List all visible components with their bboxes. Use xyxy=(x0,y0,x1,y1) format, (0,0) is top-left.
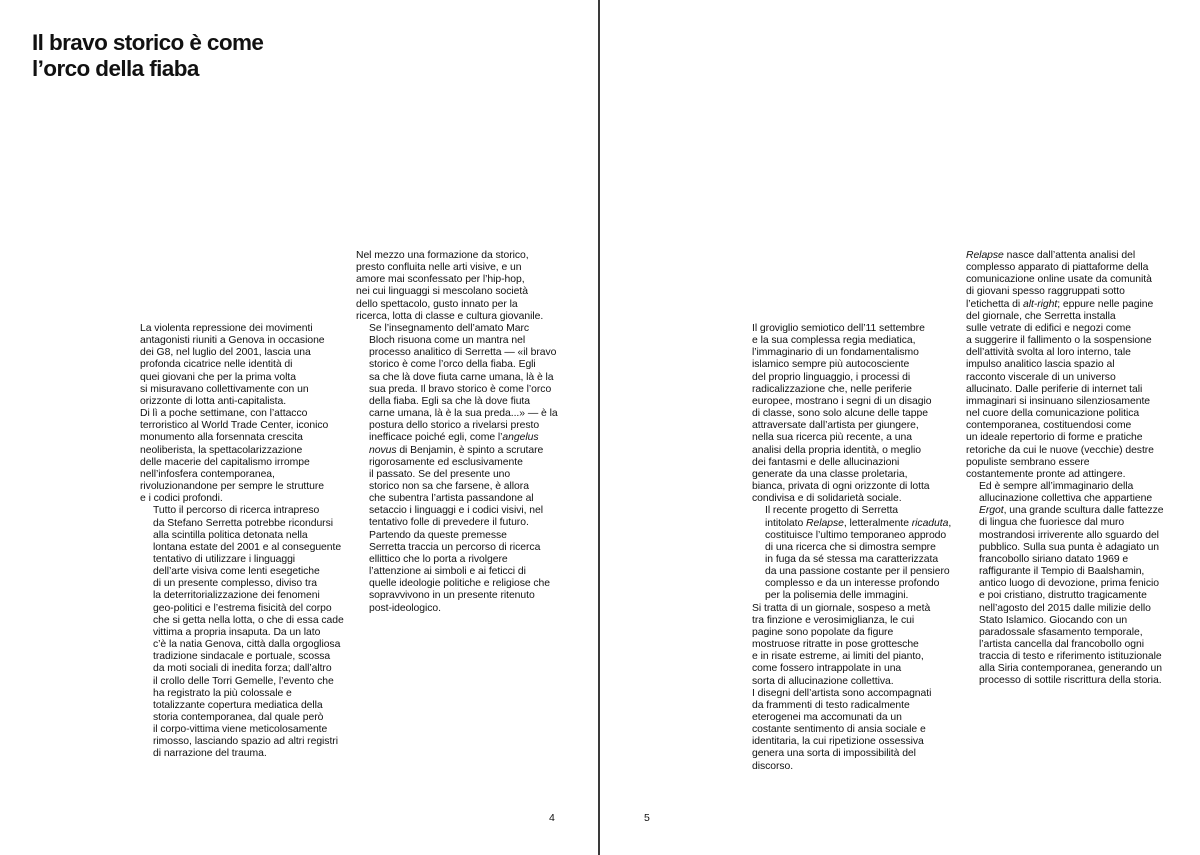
text-line: dei fantasmi e delle allucinazioni xyxy=(752,456,900,468)
text-line: orizzonte di lotta anti-capitalista. xyxy=(140,395,287,407)
text-line: antagonisti riuniti a Genova in occasione xyxy=(140,335,325,347)
text-line: da moti sociali di inedita forza; dall’altro xyxy=(153,663,332,675)
text-line: in fuga da sé stessa ma caratterizzata xyxy=(765,553,939,565)
text-line: e la sua complessa regia mediatica, xyxy=(752,335,916,347)
paragraph xyxy=(966,481,1171,688)
text-line: e in risate estreme, ai limiti del pianto, xyxy=(752,651,924,663)
text-line: Il groviglio semiotico dell’11 settembre xyxy=(752,323,925,334)
text-line: Partendo da queste premesse xyxy=(369,529,507,541)
text-line: nel cuore della comunicazione politica xyxy=(966,408,1140,420)
text-line: eterogenei ma accomunati da un xyxy=(752,712,902,723)
text-line: di giovani spesso raggruppati sotto xyxy=(966,286,1125,298)
text-line: costituisce l’ultimo temporaneo approdo xyxy=(765,529,947,541)
article-title xyxy=(32,30,372,82)
text-line: tra finzione e verosimiglianza, le cui xyxy=(752,614,915,626)
text-line: di lingua che fuoriesce dal muro xyxy=(979,517,1125,529)
text-line: analisi della propria identità, o meglio xyxy=(752,444,921,456)
text-line: il crollo delle Torri Gemelle, l’evento che xyxy=(153,675,334,687)
text-line: identitaria, la cui ripetizione ossessiva xyxy=(752,736,924,748)
text-line: totalizzante copertura mediatica della xyxy=(153,699,323,711)
text-line: condivisa e di solidarietà sociale. xyxy=(752,493,902,505)
text-line: l’attenzione ai simboli e ai feticci di xyxy=(369,566,526,578)
paragraph xyxy=(966,250,1171,481)
paragraph xyxy=(140,323,345,408)
text-line: Bloch risuona come un mantra nel xyxy=(369,335,526,347)
text-line: paradossale sfasamento temporale, xyxy=(979,626,1143,638)
text-column-2 xyxy=(356,250,561,615)
text-line: ha registrato la più colossale e xyxy=(153,687,292,699)
text-line: complesso e da un interesse profondo xyxy=(765,578,940,590)
text-line: pubblico. Sulla sua punta è adagiato un xyxy=(979,541,1160,553)
text-block xyxy=(966,311,1171,481)
text-line: Serretta traccia un percorso di ricerca xyxy=(369,541,541,553)
text-line: profonda cicatrice nelle identità di xyxy=(140,359,293,371)
text-line: processo di sottile riscrittura della storia. xyxy=(979,675,1162,687)
text-line xyxy=(356,445,561,457)
text-block xyxy=(752,530,957,603)
text-line: dell’arte visiva come lenti esegetiche xyxy=(153,566,320,578)
text-line: dello spettacolo, gusto innato per la xyxy=(356,298,518,310)
title-line: l’orco della fiaba xyxy=(32,56,199,81)
text-line: tentativo di utilizzare i linguaggi xyxy=(153,553,296,565)
text-line: di una ricerca che si dimostra sempre xyxy=(765,541,936,553)
text-run: , letteralmente xyxy=(843,517,912,529)
paragraph xyxy=(752,688,957,773)
text-line: si misuravano collettivamente con un xyxy=(140,383,309,395)
text-line xyxy=(356,432,561,444)
text-line: ricerca, lotta di classe e cultura giovanile. xyxy=(356,310,544,322)
text-line: del giornale, che Serretta installa xyxy=(966,310,1116,322)
text-line: sorta di allucinazione collettiva. xyxy=(752,675,894,687)
text-line: Se l’insegnamento dell’amato Marc xyxy=(369,322,530,334)
text-line: l’immaginario di un fondamentalismo xyxy=(752,347,919,359)
paragraph xyxy=(356,530,561,615)
text-line: immaginari si insinuano silenziosamente xyxy=(966,395,1151,407)
text-line: mostrandosi irriverente allo sguardo del xyxy=(979,529,1159,541)
italic-term: ricaduta xyxy=(911,517,949,529)
page-number: 4 xyxy=(549,812,555,824)
text-line xyxy=(966,250,1171,262)
text-line: pagine sono popolate da figure xyxy=(752,626,894,638)
text-line: neoliberista, la spettacolarizzazione xyxy=(140,444,303,456)
italic-term: alt-right xyxy=(1023,298,1058,310)
text-column-3 xyxy=(752,323,957,773)
text-line: genera una sorta di impossibilità del xyxy=(752,748,916,760)
text-line: contemporanea, costituendosi come xyxy=(966,420,1132,432)
text-run: l’etichetta di xyxy=(966,298,1024,310)
text-line: alla Siria contemporanea, generando un xyxy=(979,663,1162,675)
text-line: retoriche da cui le nuove (vecchie) destre xyxy=(966,444,1154,456)
text-line: ellittico che lo porta a rivolgere xyxy=(369,553,508,565)
text-line: carne umana, là è la sua preda...» — è la xyxy=(369,408,558,420)
text-line: quei giovani che per la prima volta xyxy=(140,371,296,383)
text-line: tradizione sindacale e portuale, scossa xyxy=(153,651,331,663)
text-line: costantemente pronte ad attingere. xyxy=(966,468,1126,480)
text-line: francobollo siriano datato 1969 e xyxy=(979,553,1129,565)
text-line: comunicazione online usate da comunità xyxy=(966,274,1152,286)
paragraph xyxy=(356,323,561,530)
text-line xyxy=(966,505,1171,517)
italic-term: Ergot xyxy=(979,505,1004,517)
text-line: radicalizzazione che, nelle periferie xyxy=(752,383,912,395)
text-line: costante sentimento di ansia sociale e xyxy=(752,724,926,736)
text-line: di un presente complesso, diviso tra xyxy=(153,578,317,590)
text-line: e i codici profondi. xyxy=(140,493,223,505)
text-line: attraversate dall’artista per giungere, xyxy=(752,420,919,432)
text-line: che subentra l’artista passandone al xyxy=(369,493,534,505)
paragraph xyxy=(752,505,957,602)
text-line: come fossero intrappolate in una xyxy=(752,663,902,675)
page-number: 5 xyxy=(644,812,650,824)
paragraph xyxy=(140,505,345,760)
italic-term: Relapse xyxy=(806,517,844,529)
text-column-1 xyxy=(140,323,345,761)
text-line: storico è come l’orco della fiaba. Egli xyxy=(369,359,536,371)
text-line: dell’attività svolta al loro interno, tale xyxy=(966,347,1131,359)
text-line: Di lì a poche settimane, con l’attacco xyxy=(140,408,308,420)
text-line: rivoluzionandone per sempre le strutture xyxy=(140,481,324,493)
text-run: ; eppure nelle pagine xyxy=(1057,298,1154,310)
text-line: postura dello storico a rivelarsi presto xyxy=(369,420,540,432)
text-line: nell’infosfera contemporanea, xyxy=(140,468,275,480)
text-line: generate da una classe proletaria, xyxy=(752,468,908,480)
text-line: setaccio i linguaggi e i codici visivi, nel xyxy=(369,505,543,517)
text-line: dei G8, nel luglio del 2001, lascia una xyxy=(140,347,311,359)
text-line: lontana estate del 2001 e al conseguente xyxy=(153,541,342,553)
text-line: mostruose ritratte in pose grottesche xyxy=(752,639,919,651)
text-line: sopravvivono in un presente ritenuto xyxy=(369,590,535,602)
text-line: amore mai sconfessato per l’hip-hop, xyxy=(356,274,525,286)
text-line: monumento alla forsennata crescita xyxy=(140,432,303,444)
text-line: tentativo folle di prevedere il futuro. xyxy=(369,517,529,529)
text-line: terroristico al World Trade Center, iconico xyxy=(140,420,329,432)
text-run: inefficace poiché egli, come l’ xyxy=(369,432,503,444)
text-line: La violenta repressione dei movimenti xyxy=(140,323,313,334)
text-line: nell’agosto del 2015 dalle milizie dello xyxy=(979,602,1151,614)
text-line: impulso analitico lascia spazio al xyxy=(966,359,1115,371)
text-line: populiste sembrano essere xyxy=(966,456,1090,468)
text-line: Ed è sempre all’immaginario della xyxy=(979,480,1134,492)
text-line: traccia di testo e riferimento istituzionale xyxy=(979,651,1162,663)
text-line: storico non sa che farsene, è allora xyxy=(369,480,529,492)
text-line: I disegni dell’artista sono accompagnati xyxy=(752,687,932,699)
text-run: di Benjamin, è spinto a scrutare xyxy=(396,444,544,456)
text-line: allucinato. Dalle periferie di internet tali xyxy=(966,383,1143,395)
text-line: c’è la natia Genova, città dalla orgogliosa xyxy=(153,639,341,651)
italic-term: Relapse xyxy=(966,250,1004,261)
text-line: nei cui linguaggi si mescolano società xyxy=(356,286,528,298)
text-line: post-ideologico. xyxy=(369,602,441,614)
text-line: islamico sempre più autocosciente xyxy=(752,359,910,371)
text-line: del proprio linguaggio, i processi di xyxy=(752,371,911,383)
text-line: l’artista cancella dal francobollo ogni xyxy=(979,639,1144,650)
text-line: Si tratta di un giornale, sospeso a metà xyxy=(752,602,931,614)
text-line: che si getta nella lotta, o che di essa cade xyxy=(153,614,344,626)
text-line: antico luogo di devozione, prima fenicio xyxy=(979,578,1159,590)
paragraph xyxy=(752,603,957,688)
text-line: sa che là dove fiuta carne umana, là è la xyxy=(369,371,554,383)
text-line xyxy=(752,518,957,530)
text-line: vittima a propria insaputa. Da un lato xyxy=(153,626,321,638)
text-line: Il recente progetto di Serretta xyxy=(765,505,899,517)
text-line: di classe, sono solo alcune delle tappe xyxy=(752,408,928,420)
text-line: un ideale repertorio di forme e pratiche xyxy=(966,432,1143,444)
text-line: quelle ideologie politiche e religiose che xyxy=(369,578,551,590)
text-line: Stato Islamico. Giocando con un xyxy=(979,614,1128,626)
text-line: delle macerie del capitalismo irrompe xyxy=(140,456,310,468)
paragraph xyxy=(752,323,957,505)
text-line: della fiaba. Egli sa che là dove fiuta xyxy=(369,395,530,407)
text-run: , una grande scultura dalle fattezze xyxy=(1003,505,1164,517)
text-line: allucinazione collettiva che appartiene xyxy=(979,493,1153,505)
title-line: Il bravo storico è come xyxy=(32,30,264,55)
text-block xyxy=(966,517,1171,687)
text-line: rigorosamente ed esclusivamente xyxy=(369,456,523,468)
text-line: storia contemporanea, dal quale però xyxy=(153,712,324,723)
text-line: Nel mezzo una formazione da storico, xyxy=(356,250,529,261)
text-line: raffigurante il Tempio di Baalshamin, xyxy=(979,566,1145,578)
paragraph xyxy=(140,408,345,505)
text-line: europee, mostrano i segni di un disagio xyxy=(752,395,932,407)
right-page xyxy=(600,0,1200,855)
text-line: nella sua ricerca più recente, a una xyxy=(752,432,912,444)
text-column-4 xyxy=(966,250,1171,688)
text-line: da una passione costante per il pensiero xyxy=(765,566,950,578)
text-line: alla scintilla politica detonata nella xyxy=(153,529,308,541)
text-line: da Stefano Serretta potrebbe ricondursi xyxy=(153,517,333,529)
text-line: e poi cristiano, distrutto tragicamente xyxy=(979,590,1147,602)
text-line: sua preda. Il bravo storico è come l’orco xyxy=(369,383,552,395)
paragraph xyxy=(356,250,561,323)
text-line: di narrazione del trauma. xyxy=(153,748,267,760)
text-line: racconto viscerale di un universo xyxy=(966,371,1116,383)
text-line: il passato. Se del presente uno xyxy=(369,468,511,480)
text-line: Tutto il percorso di ricerca intrapreso xyxy=(153,505,320,517)
text-line: complesso apparato di piattaforme della xyxy=(966,262,1149,274)
text-run: intitolato xyxy=(765,517,807,529)
text-line: bianca, privata di ogni orizzonte di lotta xyxy=(752,481,930,493)
italic-term: novus xyxy=(369,444,397,456)
text-line: da frammenti di testo radicalmente xyxy=(752,699,910,711)
text-line: la deterritorializzazione dei fenomeni xyxy=(153,590,320,602)
text-run: , xyxy=(948,517,952,529)
text-line: a suggerire il fallimento o la sospensione xyxy=(966,335,1152,347)
italic-term: angelus xyxy=(502,432,539,444)
text-line: presto confluita nelle arti visive, e un xyxy=(356,262,522,274)
text-line: per la polisemia delle immagini. xyxy=(765,590,909,602)
text-line: sulle vetrate di edifici e negozi come xyxy=(966,322,1132,334)
text-line: processo analitico di Serretta — «il bravo xyxy=(369,347,557,359)
text-run: nasce dall’attenta analisi del xyxy=(1003,250,1136,261)
text-line: rimosso, lasciando spazio ad altri registri xyxy=(153,736,338,748)
text-line: geo-politici e l’estrema fisicità del corpo xyxy=(153,602,332,614)
text-line xyxy=(966,299,1171,311)
text-line: discorso. xyxy=(752,760,794,772)
text-line: il corpo-vittima viene meticolosamente xyxy=(153,724,328,736)
